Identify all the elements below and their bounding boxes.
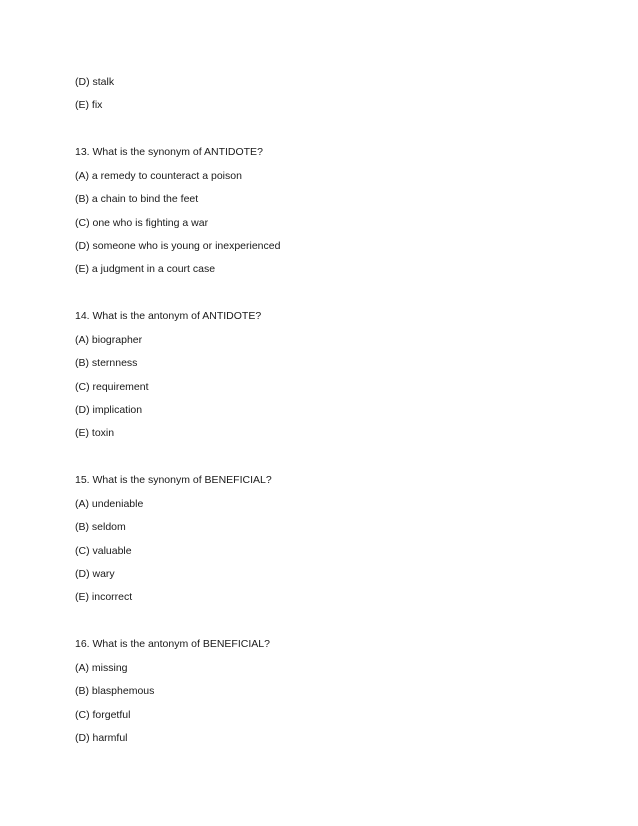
option-line: (A) biographer xyxy=(75,334,143,346)
option-line: (D) stalk xyxy=(75,76,115,88)
option-line: (D) harmful xyxy=(75,732,128,744)
question-line: 14. What is the antonym of ANTIDOTE? xyxy=(75,310,262,322)
question-line: 13. What is the synonym of ANTIDOTE? xyxy=(75,146,263,158)
option-line: (B) sternness xyxy=(75,357,138,369)
option-line: (C) one who is fighting a war xyxy=(75,217,209,229)
option-line: (A) undeniable xyxy=(75,498,144,510)
option-line: (D) implication xyxy=(75,404,143,416)
question-line: 15. What is the synonym of BENEFICIAL? xyxy=(75,474,272,486)
option-line: (A) missing xyxy=(75,662,128,674)
option-line: (B) a chain to bind the feet xyxy=(75,193,199,205)
question-line: 16. What is the antonym of BENEFICIAL? xyxy=(75,638,270,650)
option-line: (C) forgetful xyxy=(75,709,131,721)
option-line: (A) a remedy to counteract a poison xyxy=(75,170,242,182)
option-line: (E) a judgment in a court case xyxy=(75,263,216,275)
option-line: (D) someone who is young or inexperienced xyxy=(75,240,281,252)
option-line: (B) seldom xyxy=(75,521,126,533)
option-line: (B) blasphemous xyxy=(75,685,155,697)
option-line: (E) toxin xyxy=(75,427,115,439)
option-line: (D) wary xyxy=(75,568,115,580)
option-line: (E) incorrect xyxy=(75,591,133,603)
option-line: (C) valuable xyxy=(75,545,132,557)
option-line: (C) requirement xyxy=(75,381,149,393)
option-line: (E) fix xyxy=(75,99,103,111)
